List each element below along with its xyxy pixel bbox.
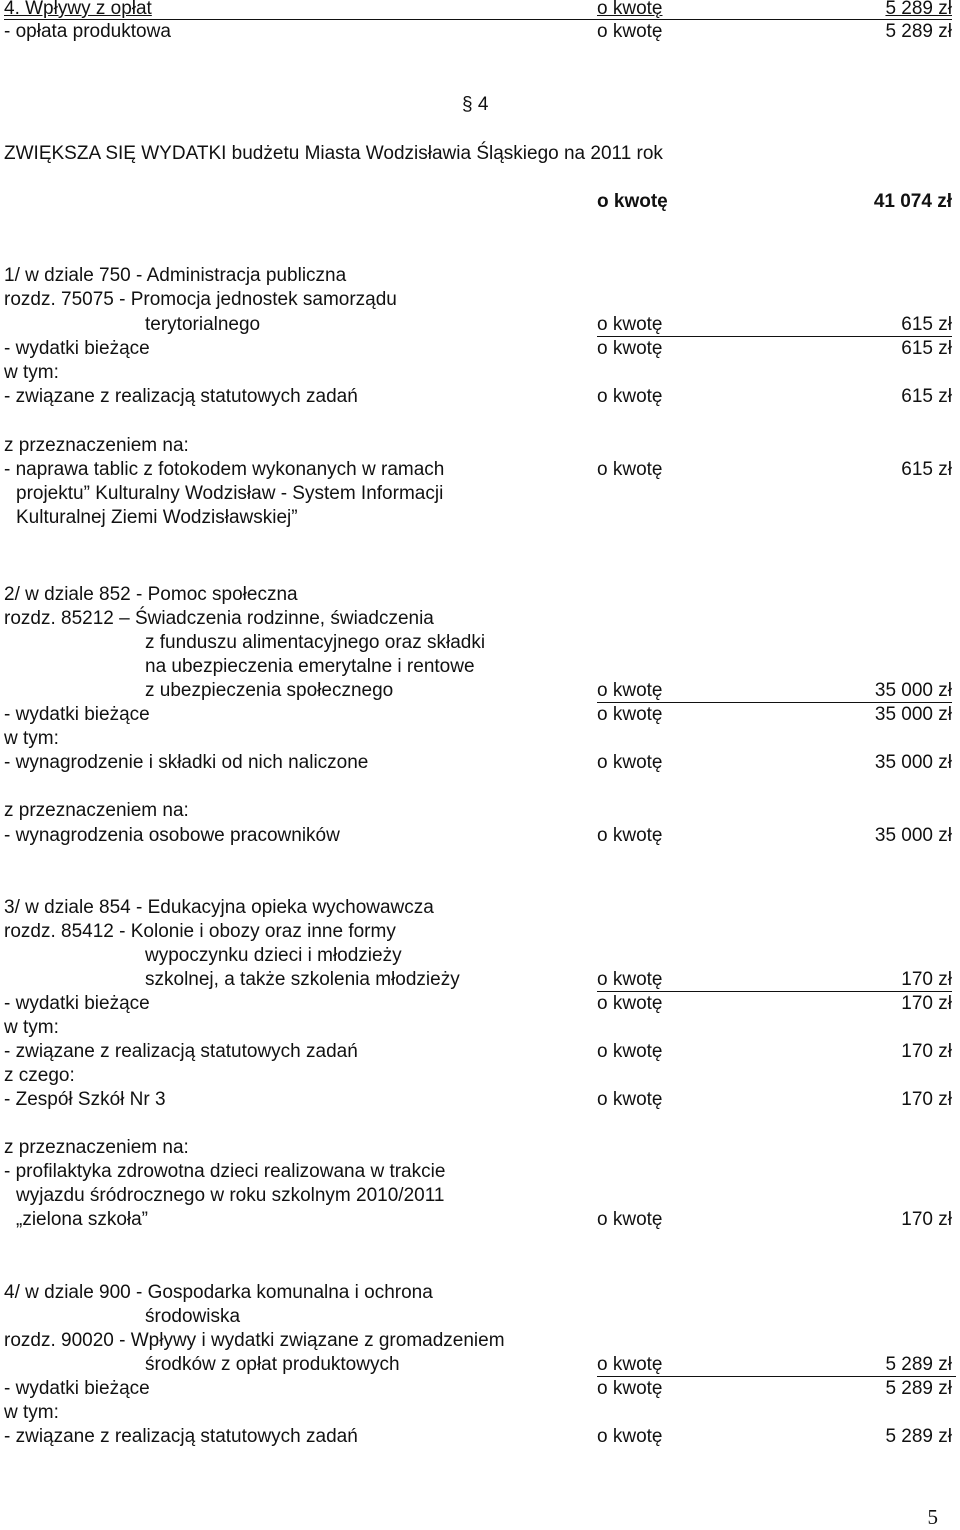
kwota-label: o kwotę: [597, 752, 663, 773]
page-number: 5: [927, 1505, 938, 1529]
purpose-line1: - naprawa tablic z fotokodem wykonanych w ramach: [4, 459, 445, 480]
underline-rule: [597, 991, 952, 992]
amount: 5 289 zł: [885, 1354, 952, 1375]
rozdz-85412-line1: rozdz. 85412 - Kolonie i obozy oraz inne formy: [4, 921, 396, 942]
amount: 170 zł: [901, 993, 952, 1014]
dzial-900-line2: środowiska: [145, 1306, 241, 1327]
rozdz-85412-line2: wypoczynku dzieci i młodzieży: [145, 945, 402, 966]
amount: 615 zł: [901, 459, 952, 480]
dzial-854: 3/ w dziale 854 - Edukacyjna opieka wychowawcza: [4, 897, 434, 918]
amount: 35 000 zł: [874, 704, 952, 725]
amount: 615 zł: [901, 338, 952, 359]
kwota-label: o kwotę: [597, 1089, 663, 1110]
wynagrodzenie-i-skladki: - wynagrodzenie i składki od nich naliczone: [4, 752, 369, 773]
rozdz-90020-line1: rozdz. 90020 - Wpływy i wydatki związane z gromadzeniem: [4, 1330, 505, 1351]
zwiazane-z-realizacja: - związane z realizacją statutowych zadań: [4, 1426, 358, 1447]
purpose-line2: wyjazdu śródrocznego w roku szkolnym 2010/2011: [16, 1185, 445, 1206]
w-tym: w tym:: [4, 1017, 59, 1038]
purpose-line: - wynagrodzenia osobowe pracowników: [4, 825, 340, 846]
purpose-line3: Kulturalnej Ziemi Wodzisławskiej”: [16, 507, 298, 528]
wydatki-biezace: - wydatki bieżące: [4, 1378, 150, 1399]
w-tym: w tym:: [4, 362, 59, 383]
kwota-label: o kwotę: [597, 704, 663, 725]
total-amount: 41 074 zł: [873, 191, 952, 212]
amount: 5 289 zł: [885, 0, 952, 19]
zwiazane-z-realizacja: - związane z realizacją statutowych zadań: [4, 1041, 358, 1062]
rozdz-85412-line3: szkolnej, a także szkolenia młodzieży: [145, 969, 460, 990]
section-heading-oplaty: 4. Wpływy z opłat: [4, 0, 152, 19]
amount: 170 zł: [901, 1041, 952, 1062]
rozdz-85212-line3: na ubezpieczenia emerytalne i rentowe: [145, 656, 475, 677]
z-czego: z czego:: [4, 1065, 75, 1086]
kwota-label: o kwotę: [597, 825, 663, 846]
kwota-label: o kwotę: [597, 1354, 663, 1375]
kwota-label: o kwotę: [597, 314, 663, 335]
intro-text: ZWIĘKSZA SIĘ WYDATKI budżetu Miasta Wodzisławia Śląskiego na 2011 rok: [4, 143, 663, 164]
rozdz-85212-line4: z ubezpieczenia społecznego: [145, 680, 394, 701]
rozdz-85212-line2: z funduszu alimentacyjnego oraz składki: [145, 632, 486, 653]
kwota-label: o kwotę: [597, 386, 663, 407]
wydatki-biezace: - wydatki bieżące: [4, 993, 150, 1014]
rozdz-90020-line2: środków z opłat produktowych: [145, 1354, 400, 1375]
section-sign: § 4: [462, 94, 489, 115]
kwota-label: o kwotę: [597, 680, 663, 701]
wydatki-biezace: - wydatki bieżące: [4, 704, 150, 725]
z-przeznaczeniem: z przeznaczeniem na:: [4, 435, 189, 456]
kwota-label: o kwotę: [597, 0, 663, 19]
rozdz-75075-line2: terytorialnego: [145, 314, 261, 335]
amount: 35 000 zł: [874, 752, 952, 773]
w-tym: w tym:: [4, 1402, 59, 1423]
underline-rule: [597, 336, 952, 337]
z-przeznaczeniem: z przeznaczeniem na:: [4, 800, 189, 821]
purpose-line1: - profilaktyka zdrowotna dzieci realizowana w trakcie: [4, 1161, 446, 1182]
amount: 170 zł: [901, 969, 952, 990]
wydatki-biezace: - wydatki bieżące: [4, 338, 150, 359]
zwiazane-z-realizacja: - związane z realizacją statutowych zadań: [4, 386, 358, 407]
dzial-900-line1: 4/ w dziale 900 - Gospodarka komunalna i ochrona: [4, 1282, 433, 1303]
kwota-label: o kwotę: [597, 338, 663, 359]
amount: 170 zł: [901, 1089, 952, 1110]
amount: 35 000 zł: [874, 825, 952, 846]
kwota-label: o kwotę: [597, 459, 663, 480]
amount: 5 289 zł: [885, 1426, 952, 1447]
kwota-label: o kwotę: [597, 21, 663, 42]
purpose-line2: projektu” Kulturalny Wodzisław - System Informacji: [16, 483, 444, 504]
zespol-szkol: - Zespół Szkół Nr 3: [4, 1089, 166, 1110]
dzial-750: 1/ w dziale 750 - Administracja publiczna: [4, 265, 347, 286]
underline-rule: [4, 19, 952, 20]
underline-rule: [597, 1376, 956, 1377]
amount: 5 289 zł: [885, 1378, 952, 1399]
amount: 615 zł: [901, 314, 952, 335]
kwota-label: o kwotę: [597, 969, 663, 990]
purpose-line3: „zielona szkoła”: [16, 1209, 148, 1230]
dzial-852: 2/ w dziale 852 - Pomoc społeczna: [4, 584, 298, 605]
total-kwota-label: o kwotę: [597, 191, 668, 212]
kwota-label: o kwotę: [597, 1426, 663, 1447]
kwota-label: o kwotę: [597, 1041, 663, 1062]
kwota-label: o kwotę: [597, 1378, 663, 1399]
amount: 615 zł: [901, 386, 952, 407]
amount: 170 zł: [901, 1209, 952, 1230]
kwota-label: o kwotę: [597, 1209, 663, 1230]
w-tym: w tym:: [4, 728, 59, 749]
underline-rule: [597, 702, 952, 703]
amount: 35 000 zł: [874, 680, 952, 701]
kwota-label: o kwotę: [597, 993, 663, 1014]
rozdz-85212-line1: rozdz. 85212 – Świadczenia rodzinne, świadczenia: [4, 608, 434, 629]
rozdz-75075-line1: rozdz. 75075 - Promocja jednostek samorządu: [4, 289, 397, 310]
line-oplata-produktowa: - opłata produktowa: [4, 21, 171, 42]
amount: 5 289 zł: [885, 21, 952, 42]
z-przeznaczeniem: z przeznaczeniem na:: [4, 1137, 189, 1158]
